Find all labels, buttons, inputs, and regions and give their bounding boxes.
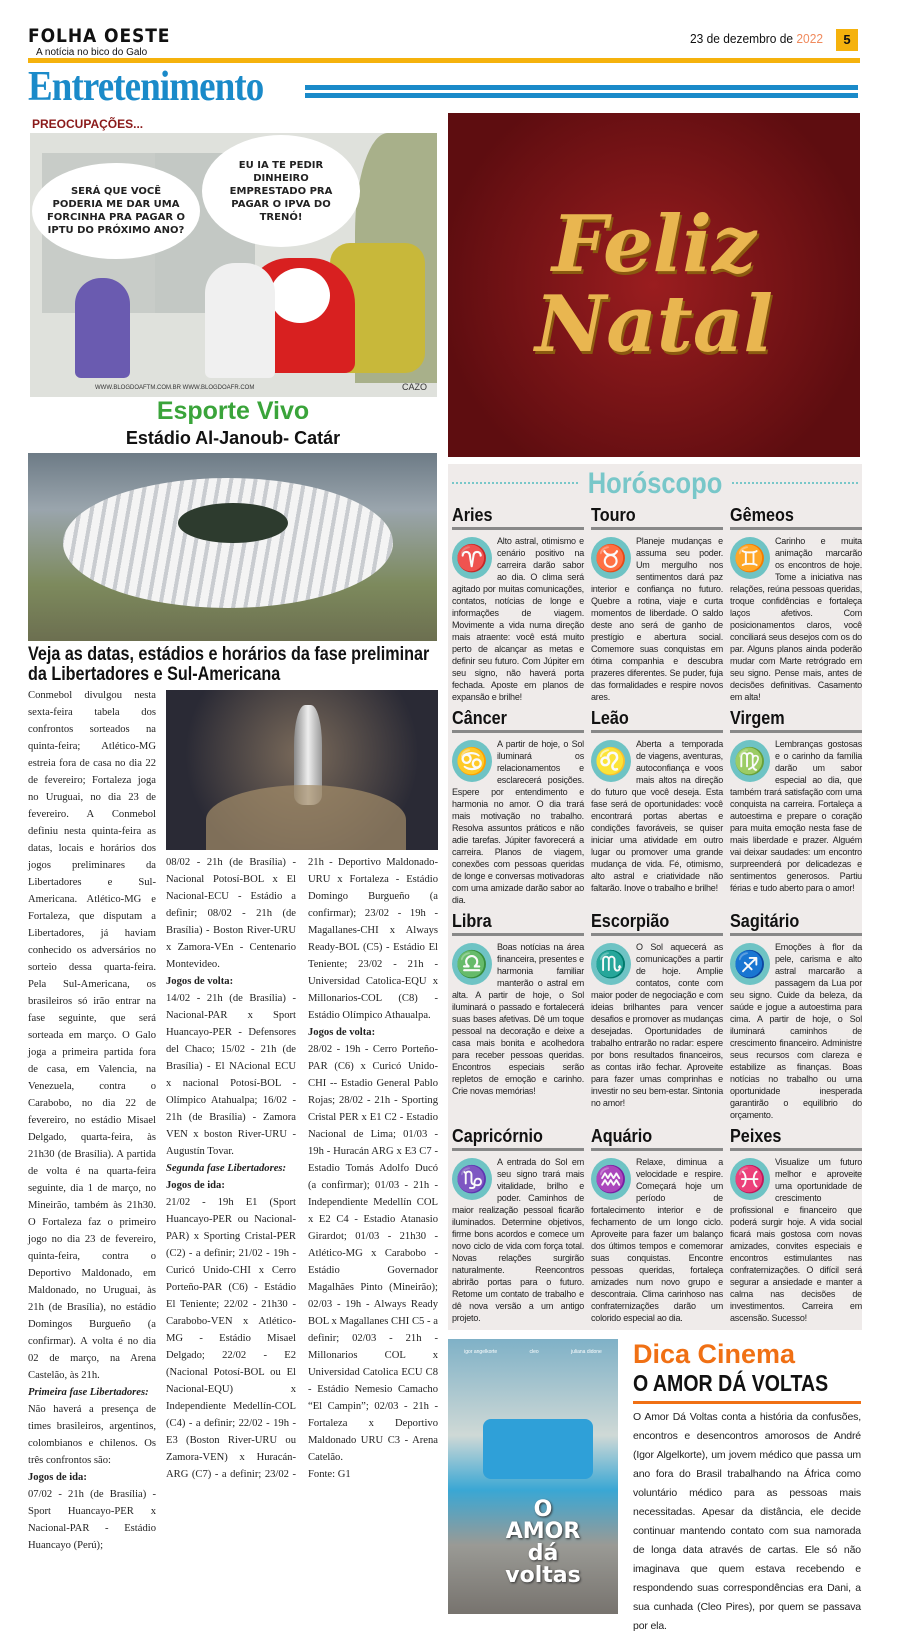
article-paragraph: Primeira fase Libertadores: [28,1387,149,1398]
cartoon-image [30,133,437,397]
sign-text: A entrada do Sol em seu signo trará mais vitalidade, brilho e poder. Caminhos de maior realização pessoal ficarão iluminados. Determine objetivos, firme bons acordos e comece um novo ciclo de vida com força total. Novas relações surgirão naturalmente. Reencontros abrirão portas para o futuro. Retome um contato de trabalho e dê nova versão a um antigo projeto. [452,1157,584,1323]
article-paragraph: Não haverá a presença de times brasileiros, argentinos, colombianos e chilenos. Os três confrontos são: [28,1404,156,1466]
trophy-photo [166,690,438,850]
sign-name: Escorpião [591,911,670,931]
sign-body [452,738,584,906]
poster-title [493,1499,593,1587]
article-paragraph: Jogos de ida: [28,1472,87,1483]
movie-poster [448,1339,618,1614]
speech-bubble-left: SERÁ QUE VOCÊ PODERIA ME DAR UMA FORCINHA PRA PAGAR O IPTU DO PRÓXIMO ANO? [32,163,200,259]
horoscope-sign-aquário [591,1125,723,1324]
cinema-text-block [633,1339,862,1636]
santa-beard [270,268,330,323]
article-right-block [166,687,438,1554]
greeting-line-1: Feliz [551,199,757,290]
zodiac-11-icon: ♓ [730,1158,770,1200]
zodiac-9-icon: ♑ [452,1158,492,1200]
girl-figure [75,278,130,378]
horoscope-sign-touro [591,504,723,703]
article-paragraph: Jogos de volta: [166,976,234,987]
sign-body [730,1156,862,1324]
article-column-1 [28,687,156,1554]
horoscope-sign-sagitário [730,910,862,1121]
horoscope-title: Horóscopo [587,467,723,500]
newspaper-tagline: A notícia no bico do Galo [36,47,148,58]
poster-title-word: voltas [505,1563,581,1588]
horoscope-sign-capricórnio [452,1125,584,1324]
article-paragraph: Conmebol divulgou nesta sexta-feira tabela dos confrontos sorteados na quinta-feira; Atlético-MG estreia fora de casa no dia 22 de fevereiro; Fortaleza joga no Uruguai, no dia 23 de fevereiro. A Conmebol definiu nesta quinta-feira as datas, locais e horários dos jogos preliminares da Libertadores e Sul-Americana. Atlético-MG e Fortaleza, que disputam a Libertadores, já haviam conhecido os adversários no sorteio dessa quarta-feira. Pela Sul-Americana, os brasileiros só irão entrar na fase seguinte, que será sorteada em março. O Galo joga a primeira partida fora de casa, em Valencia, na Venezuela, contra o Carabobo, no dia 22 de fevereiro, no estádio Misael Delgado, quarta-feira, às 21h30 (de Brasília). A partida de volta é na quarta-feira seguinte, dia 1 de março, no Mineirão, também às 21h30. O Fortaleza faz o primeiro jogo no dia 23 de fevereiro, quinta-feira, contra o Deportivo Maldonado, em Maldonado, no Uruguai, às 21h (de Brasília), no estádio Domingos Burgueño (a confirmar). A volta é no dia 02 de março, na Arena Castelão, às 21h. [28,690,156,1381]
sign-name: Virgem [730,708,785,728]
article-body [28,687,438,1554]
sign-text: Relaxe, diminua a velocidade e respire. Começará hoje um período de fortalecimento interior e de fechamento de um longo ciclo. Aproveite para fazer um balanço dos últimos tempos e comemorar suas conquistas. Encontre pessoas queridas, fortaleça amizades num novo grupo e descontraia. Clima carinhoso nas confraternizações darão um colorido especial ao dia. [591,1157,723,1323]
sign-heading [591,504,723,530]
sign-name: Touro [591,505,636,525]
article-columns-2-3 [166,854,438,1483]
zodiac-6-icon: ♎ [452,943,492,985]
poster-cast-name: cleo [529,1349,539,1355]
sign-text: Visualize um futuro melhor e aproveite uma oportunidade de crescimento profissional e financeiro que poderá surgir hoje. A vida social ficará mais gostosa com novas amizades, convites especiais e encontros estimulantes nas confraternizações. O difícil será segurar a ansiedade e manter a calma nas decisões de investimentos. Carreira em ascensão. Sucesso! [730,1157,862,1323]
article-paragraph: 07/02 - 21h (de Brasília) - Sport Huancayo-PER x Nacional-PAR - Estádio Huancayo (Perú); [28,1489,156,1551]
zodiac-7-icon: ♏ [591,943,631,985]
sign-text: A partir de hoje, o Sol iluminará os relacionamentos e esclarecerá posições. Espere por entendimento e harmonia no amor. O dia trará mais motivação no trabalho. Resolva assuntos práticos e não adie tarefas. Júpiter favorecerá a carreira. Planos de viagem, conexões com pessoas queridas de longe e conversas motivadoras com uma amizade darão sabor ao dia. [452,739,584,905]
sign-name: Sagitário [730,911,800,931]
sign-heading [730,910,862,936]
sign-name: Gêmeos [730,505,794,525]
sign-text: Alto astral, otimismo e cenário positivo na carreira darão sabor ao dia. O clima será agitado por muitas comunicações, contatos, notícias de longe e informações de viagem. Movimente a vida numa direção mais atraente: você está muito perto de alcançar as metas e definir seu futuro. Com Júpiter em seu signo, não haverá porta fechada. Aposte em planos de expansão e brilhe! [452,536,584,702]
cartoon-credit: WWW.BLOGDOAFTM.COM.BR WWW.BLOGDOAFR.COM [95,385,255,391]
horoscope-sign-peixes [730,1125,862,1324]
stadium-roof [63,478,393,608]
sign-body [452,941,584,1097]
article-paragraph: 28/02 - 19h - Cerro Porteño-PAR (C6) x Curicó Unido-CHI -- Estadio General Pablo Rojas; 28/02 - 21h - Sporting Cristal PER x E1 C2 - Estadio Nacional de Lima; 01/03 - 19h - Huracán ARG x E3 C7 - Estadio Tomás Adolfo Ducó (a confirmar); 01/03 - 21h - Independiente Medellín COL x E2 C4 - Estadio Atanasio Girardot; 01/03 - 21h30 - Atlético-MG x Carabobo - Estádio Governador Magalhães Pinto (Mineirão); 02/03 - 19h - Always Ready BOL x Magallanes CHI C5 - a definir; 02/03 - 21h - Millonarios COL x Universidad Catolica ECU C8 - Estádio Nemesio Camacho “El Campin”; 02/03 - 21h - Fortaleza x Deportivo Maldonado URU C3 - Arena Catelão. [308,1044,438,1463]
sign-heading [452,1125,584,1151]
zodiac-0-icon: ♈ [452,537,492,579]
sign-text: Aberta a temporada de viagens, aventuras, autoconfiança e voos mais altos na direção do futuro que você deseja. Esta fase será de oportunidades: você encontrará portas abertas e condições favoráveis, se quiser iniciar uma atividade em outro lugar ou promover uma grande mudança de vida. Fé, otimismo, alto astral e criatividade não faltarão. Inove o trabalho e brilhe! [591,739,723,893]
sign-text: Emoções à flor da pele, carisma e alto astral marcarão a passagem da Lua por seu signo. Cuide da beleza, da saúde e jogue a autoestima para cima. A partir de hoje, o Sol iluminará caminhos de crescimento financeiro. Administre seus recursos com clareza e estabilize as finanças. Boas notícias no trabalho ou uma oportunidade inesperada garantirão o equilíbrio do orçamento. [730,942,862,1120]
sign-text: Carinho e muita animação marcarão os encontros de hoje. Tome a iniciativa nas relações, reúna pessoas queridas, troque confidências e fortaleça laços afetivos. Com posicionamentos claros, você conciliará seus desejos com os do par. Alguns planos ainda poderão mudar com Marte retrógrado em seu signo. Pense mais, antes de decisões definitivas. Casamento em alta! [730,536,862,702]
zodiac-8-icon: ♐ [730,943,770,985]
horoscope-sign-virgem [730,707,862,906]
players [206,785,406,850]
poster-cast-name: juliana didone [570,1349,602,1355]
horoscope-sign-libra [452,910,584,1121]
sign-name: Libra [452,911,492,931]
cartoon-signature: CAZO [402,382,428,392]
article-paragraph: Jogos de ida: [166,1180,225,1191]
horoscope-sign-aries [452,504,584,703]
sign-heading [730,1125,862,1151]
zodiac-2-icon: ♊ [730,537,770,579]
zodiac-1-icon: ♉ [591,537,631,579]
sport-kicker: Esporte Vivo [156,397,310,425]
horoscope-panel [448,464,862,1330]
horoscope-sign-câncer [452,707,584,906]
zodiac-10-icon: ♒ [591,1158,631,1200]
sign-body [591,941,723,1109]
sign-text: Planeje mudanças e assuma seu poder. Um mergulho nos sentimentos dará paz interior e confiança no futuro. Quebre a rotina, viaje e curta momentos de liberdade. O saldo deste ano será de ganho de prestígio e abertura social. Comemore suas conquistas em ótima companhia e descubra prazeres diferentes. Se puder, fuja das formalidades e respire novos ares. [591,536,723,702]
article-paragraph: Jogos de volta: [308,1027,376,1038]
stadium-photo [28,453,437,641]
section-rule-bottom [305,93,858,98]
stadium-opening [178,503,288,543]
poster-cast-name: igor angelkorte [464,1349,498,1355]
sign-name: Aquário [591,1126,653,1146]
section-title: Entretenimento [28,64,264,110]
date-year: 2022 [796,31,823,46]
sign-name: Peixes [730,1126,782,1146]
article-paragraph: 14/02 - 21h (de Brasília) - Nacional-PAR x Sport Huancayo-PER - Defensores del Chaco; 15/02 - 21h (de Brasília) - El NAcional ECU x nacional Potosí-BOL - Olímpico Atahualpa; 16/02 - 21h (de Brasília) - Zamora VEN x boston River-URU - Augustín Tovar. [166,993,296,1157]
page-number: 5 [836,29,858,51]
cinema-kicker: Dica Cinema [633,1339,796,1369]
sign-body [452,535,584,703]
cinema-rule [633,1401,861,1404]
sign-name: Leão [591,708,629,728]
sign-name: Câncer [452,708,507,728]
sign-text: Lembranças gostosas e o carinho da família darão um sabor especial ao dia, que também trará satisfação com uma conquista na carreira. Fortaleça a autoestima e prepare o coração para muita emoção nesta fase de mais liberdade e prazer. Alguém vai deixar saudades: um encontro surpreenderá por delicadezas e sentimentos generosos. Partiu férias e tudo aberto para o amor! [730,739,862,893]
sign-body [591,1156,723,1324]
right-column [448,113,862,1636]
sign-heading [452,910,584,936]
speech-bubble-right: EU IA TE PEDIR DINHEIRO EMPRESTADO PRA PAGAR O IPVA DO TRENÓ! [202,135,360,247]
sign-body [591,738,723,894]
poster-title-word: AMOR [505,1519,581,1544]
sign-body [730,738,862,894]
sign-name: Capricórnio [452,1126,543,1146]
zodiac-5-icon: ♍ [730,740,770,782]
header-rule [28,58,860,63]
sign-text: O Sol aquecerá as comunicações a partir de hoje. Amplie contatos, conte com maior poder de negociação e com ideias brilhantes para vencer desafios e promover as mudanças desejadas. Oportunidades de trabalho entrarão no radar: espere por bons resultados financeiros, as contas irão fechar. Aproveite para fazer umas comprinhas e investir no seu bem-estar. Sintonia no amor! [591,942,723,1108]
greeting-line-2: Natal [534,279,774,370]
issue-date [690,31,823,47]
article-paragraph: 08/02 - 21h (de Brasília) - Nacional Potosí-BOL x El Nacional-ECU - Estádio a definir; 08/02 - 21h (de Brasília) - Boston River-URU x Zamora-VEn - Centenario Montevideo. [166,857,296,970]
section-rule-top [305,85,858,90]
sign-heading [591,707,723,733]
poster-jeep [483,1419,593,1479]
zodiac-4-icon: ♌ [591,740,631,782]
horoscope-signs [452,504,862,1324]
zodiac-3-icon: ♋ [452,740,492,782]
cartoon-label: PREOCUPAÇÕES... [32,117,144,131]
article-paragraph: Segunda fase Libertadores: [166,1163,287,1174]
man-figure [205,263,275,378]
sign-body [730,535,862,703]
poster-title-word: dá [527,1541,559,1566]
sign-text: Boas notícias na área financeira, presentes e harmonia familiar manterão o astral em alta. A partir de hoje, o Sol iluminará o passado e fortalecerá suas bases afetivas. Dê um toque pessoal na decoração e deixe a casa mais bonita e acolhedora para receber pessoas queridas. Encontros especiais serão repletos de emoção e carinho. Crie novas memórias! [452,942,584,1096]
sign-heading [730,707,862,733]
poster-cast [448,1349,618,1355]
sign-heading [452,504,584,530]
newspaper-name: FOLHA OESTE [28,25,171,47]
sign-body [591,535,723,703]
article-paragraph: Fonte: G1 [308,1469,351,1480]
cinema-section [448,1339,862,1636]
sign-name: Aries [452,505,493,525]
movie-review: O Amor Dá Voltas conta a história da confusões, encontros e desencontros amorosos de André (Igor Algelkorte), um jovem médico que passa um ano fora do Brasil trabalhando na África como voluntário médico para as pessoas mais necessitadas. Apesar da distância, ele decide continuar mantendo contato com sua namorada de longa data através de cartas. Ele só não imaginava que quem estava recebendo e respondendo suas correspondências era Dani, a sua cunhada (Cleo Pires), por quem se passava por ela. [633,1411,861,1632]
sign-heading [452,707,584,733]
christmas-greeting-image [448,113,860,457]
horoscope-sign-escorpião [591,910,723,1121]
article-paragraph: 21/02 - 19h E1 (Sport Huancayo-PER ou Nacional-PAR) x Sporting Cristal-PER (C2) - a definir; 21/02 - 19h - Curicó Unido-CHI x Cerro Porteño-PAR (C6) - Estádio El Teniente; 22/02 - 21h30 - Carabobo-VEN x Atlético-MG - Estádio Misael Delgado; 22/02 - E2 (Nacional Potosí-BOL ou El Nacional-EQU) x Independiente Medellín-COL (C4) - a definir; 22/02 - 19h - E3 (Boston River-URU ou Zamora-VEN) x Huracán-ARG (C7) - a definir; 23/02 - 21h - Deportivo Maldonado-URU x Fortaleza - Estádio Domingo Burgueño (a confirmar); 23/02 - 19h - Magallanes-CHI x Always Ready-BOL (C5) - Estádio El Teniente; 23/02 - 21h - Universidad Catolica-EQU x Millonarios-COL (C8) - Estádio Olímpico Athaualpa. [166,857,438,1480]
sign-heading [591,1125,723,1151]
poster-title-word: O [533,1497,553,1522]
article [28,645,438,1554]
horoscope-sign-leão [591,707,723,906]
sign-body [452,1156,584,1324]
movie-title: O AMOR DÁ VOLTAS [633,1370,829,1396]
sign-body [730,941,862,1121]
date-text: 23 de dezembro de [690,31,797,46]
article-headline: Veja as datas, estádios e horários da fase preliminar da Libertadores e Sul-Americana [28,644,430,685]
sign-heading [591,910,723,936]
sport-title: Estádio Al-Janoub- Catár [125,428,341,448]
sign-heading [730,504,862,530]
horoscope-sign-gêmeos [730,504,862,703]
